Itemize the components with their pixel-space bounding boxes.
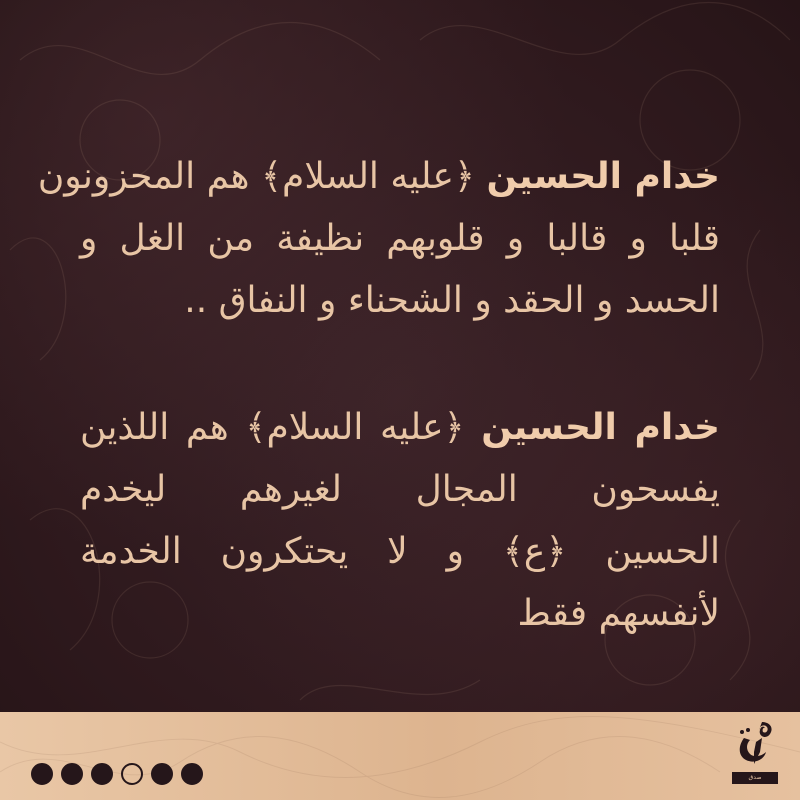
paragraph-2-line-1 [80, 397, 720, 459]
paragraph-1-line-1-text: ﴿عليه السلام﴾ هم المحزونون [37, 156, 487, 197]
paragraph-1 [37, 146, 720, 332]
paragraph-2-line-3: الحسين ﴿ع﴾ و لا يحتكرون الخدمة [80, 531, 720, 572]
logo-caption: صدق [732, 772, 778, 784]
quill-logo-icon [732, 718, 778, 772]
carousel-dot[interactable] [151, 763, 173, 785]
band-pattern [0, 712, 800, 800]
paragraph-1-heading: خدام الحسين [486, 156, 720, 197]
carousel-dot[interactable] [31, 763, 53, 785]
carousel-dot[interactable] [61, 763, 83, 785]
paragraph-2-line-4: لأنفسهم فقط [517, 593, 720, 634]
paragraph-2-heading: خدام الحسين [481, 407, 720, 448]
paragraph-1-line-2: قلبا و قالبا و قلوبهم نظيفة من الغل و [80, 218, 720, 259]
brand-logo [732, 718, 778, 784]
carousel-dot[interactable] [91, 763, 113, 785]
paragraph-1-line-1 [37, 146, 720, 208]
paragraph-2-line-1-text: ﴿عليه السلام﴾ هم اللذين [80, 407, 482, 448]
carousel-dot[interactable] [181, 763, 203, 785]
bottom-band [0, 712, 800, 800]
carousel-dot-active[interactable] [121, 763, 143, 785]
paragraph-1-line-3: الحسد و الحقد و الشحناء و النفاق .. [184, 280, 720, 321]
paragraph-2 [80, 397, 720, 645]
paragraph-2-line-2: يفسحون المجال لغيرهم ليخدم [80, 469, 720, 510]
carousel-indicator[interactable] [31, 763, 203, 785]
